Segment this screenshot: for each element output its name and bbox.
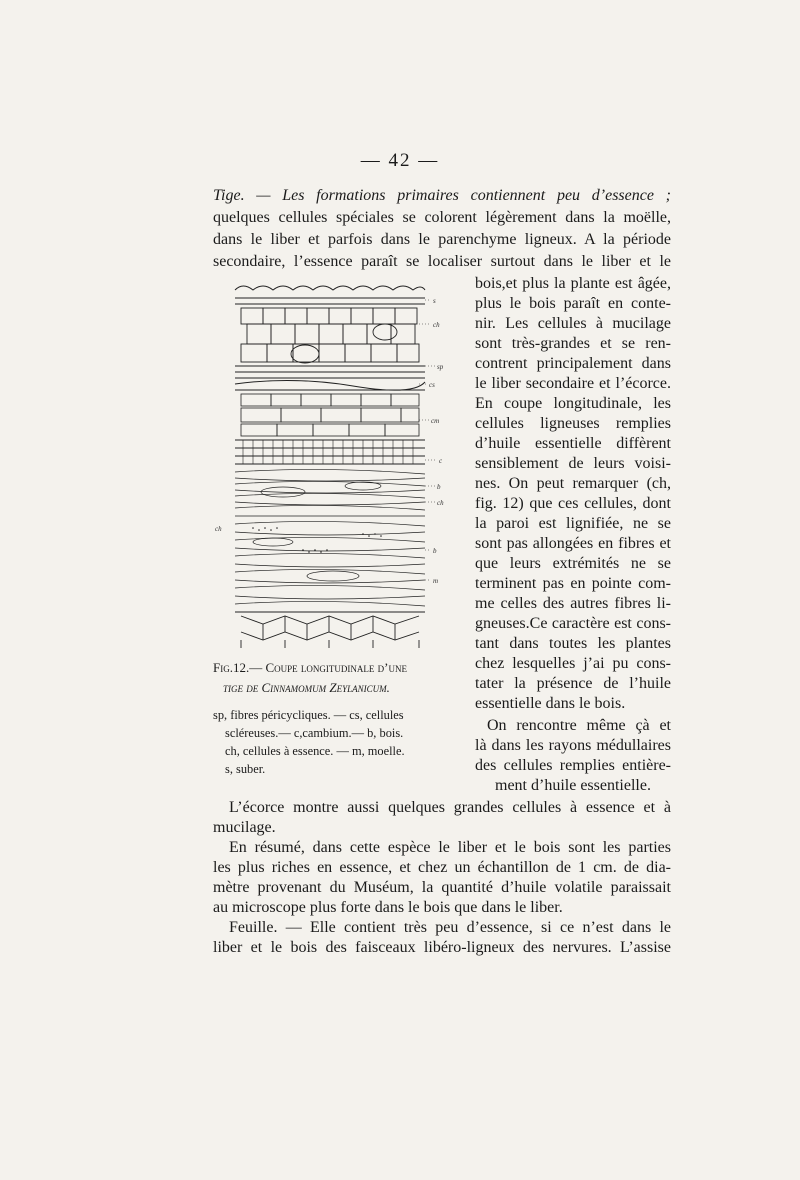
- text-line: cellules ligneuses remplies: [475, 415, 671, 432]
- text-line: les plus riches en essence, et chez un échantillon de 1 cm. de dia-: [213, 859, 671, 876]
- text-line: sensiblement de leurs voisi-: [475, 455, 671, 472]
- text-line: tater la présence de l’huile: [475, 675, 671, 692]
- figure-label: sp: [437, 363, 444, 371]
- figure-label: b: [437, 483, 441, 491]
- text-line: [213, 918, 671, 938]
- text-line: le liber secondaire et l’écorce.: [475, 375, 671, 392]
- text-line: ment d’huile essentielle.: [495, 777, 651, 794]
- text-line: dans le liber et parfois dans le parenchyme ligneux. A la période: [213, 231, 671, 248]
- figure-label: cm: [431, 417, 440, 425]
- figure-caption-title: [213, 660, 453, 676]
- figure-legend-line: sp, fibres péricycliques. — cs, cellules: [213, 708, 404, 722]
- text-line-content: Tige. — Les formations primaires contiennent peu d’essence ;: [213, 187, 671, 204]
- figure-label: s: [433, 297, 436, 305]
- page-number: — 42 —: [360, 150, 440, 171]
- text-line: d’huile essentielle diffèrent: [475, 435, 671, 452]
- text-line: essentielle dans le bois.: [475, 695, 626, 712]
- text-line: fig. 12) que ces cellules, dont: [475, 495, 671, 512]
- text-line: chez lesquelles j’ai pu cons-: [475, 655, 671, 672]
- text-line: gneuses.Ce caractère est cons-: [475, 615, 671, 632]
- text-line: que leurs extrémités ne se: [475, 555, 671, 572]
- text-line: sont très-grandes et se ren-: [475, 335, 671, 352]
- figure-label: cs: [429, 381, 435, 389]
- text-line: On rencontre même çà et: [487, 717, 671, 734]
- text-line: des cellules remplies entière-: [475, 757, 671, 774]
- text-line: terminent pas en pointe com-: [475, 575, 671, 592]
- wood-section-illustration: [213, 280, 463, 660]
- figure-label: ch: [215, 525, 222, 533]
- text-line: bois,et plus la plante est âgée,: [475, 275, 671, 292]
- text-line: là dans les rayons médullaires: [475, 737, 671, 754]
- text-line: [213, 186, 671, 206]
- figure-legend-line: ch, cellules à essence. — m, moelle.: [225, 744, 405, 758]
- text-line: En résumé, dans cette espèce le liber et le bois sont les parties: [229, 839, 671, 856]
- figure-label: ch: [433, 321, 440, 329]
- figure-legend-line: s, suber.: [225, 762, 266, 776]
- text-line: En coupe longitudinale, les: [475, 395, 671, 412]
- text-line: tant dans toutes les plantes: [475, 635, 671, 652]
- figure-label: b: [433, 547, 437, 555]
- text-line: mucilage.: [213, 819, 276, 836]
- text-line: quelques cellules spéciales se colorent légèrement dans la moëlle,: [213, 209, 671, 226]
- caption-title-text: tige de Cinnamomum Zeylanicum.: [223, 680, 390, 695]
- figure-12: [213, 280, 463, 660]
- figure-legend-line: scléreuses.— c,cambium.— b, bois.: [225, 726, 404, 740]
- text-line-content: Feuille. — Elle contient très peu d’essence, si ce n’est dans le: [229, 919, 671, 936]
- text-line: au microscope plus forte dans le bois que dans le liber.: [213, 899, 563, 916]
- text-line: nir. Les cellules à mucilage: [475, 315, 671, 332]
- figure-label: m: [433, 577, 439, 585]
- figure-label: c: [439, 457, 443, 465]
- text-line: contrent principalement dans: [475, 355, 671, 372]
- text-line: me celles des autres fibres li-: [475, 595, 671, 612]
- text-line: sont pas allongées en fibres et: [475, 535, 671, 552]
- text-line: plus le bois paraît en conte-: [475, 295, 671, 312]
- text-line: nes. On peut remarquer (ch,: [475, 475, 671, 492]
- text-line: mètre provenant du Muséum, la quantité d’huile volatile paraissait: [213, 879, 671, 896]
- figure-caption-title: [213, 680, 463, 696]
- text-line: liber et le bois des faisceaux libéro-ligneux des nervures. L’assise: [213, 939, 671, 956]
- figure-label: ch: [437, 499, 444, 507]
- text-line: secondaire, l’essence paraît se localiser surtout dans le liber et le: [213, 253, 671, 270]
- text-line: L’écorce montre aussi quelques grandes cellules à essence et à: [229, 799, 671, 816]
- caption-title-text: Fig.12.— Coupe longitudinale d’une: [213, 660, 407, 675]
- text-line: la paroi est lignifiée, ne se: [475, 515, 671, 532]
